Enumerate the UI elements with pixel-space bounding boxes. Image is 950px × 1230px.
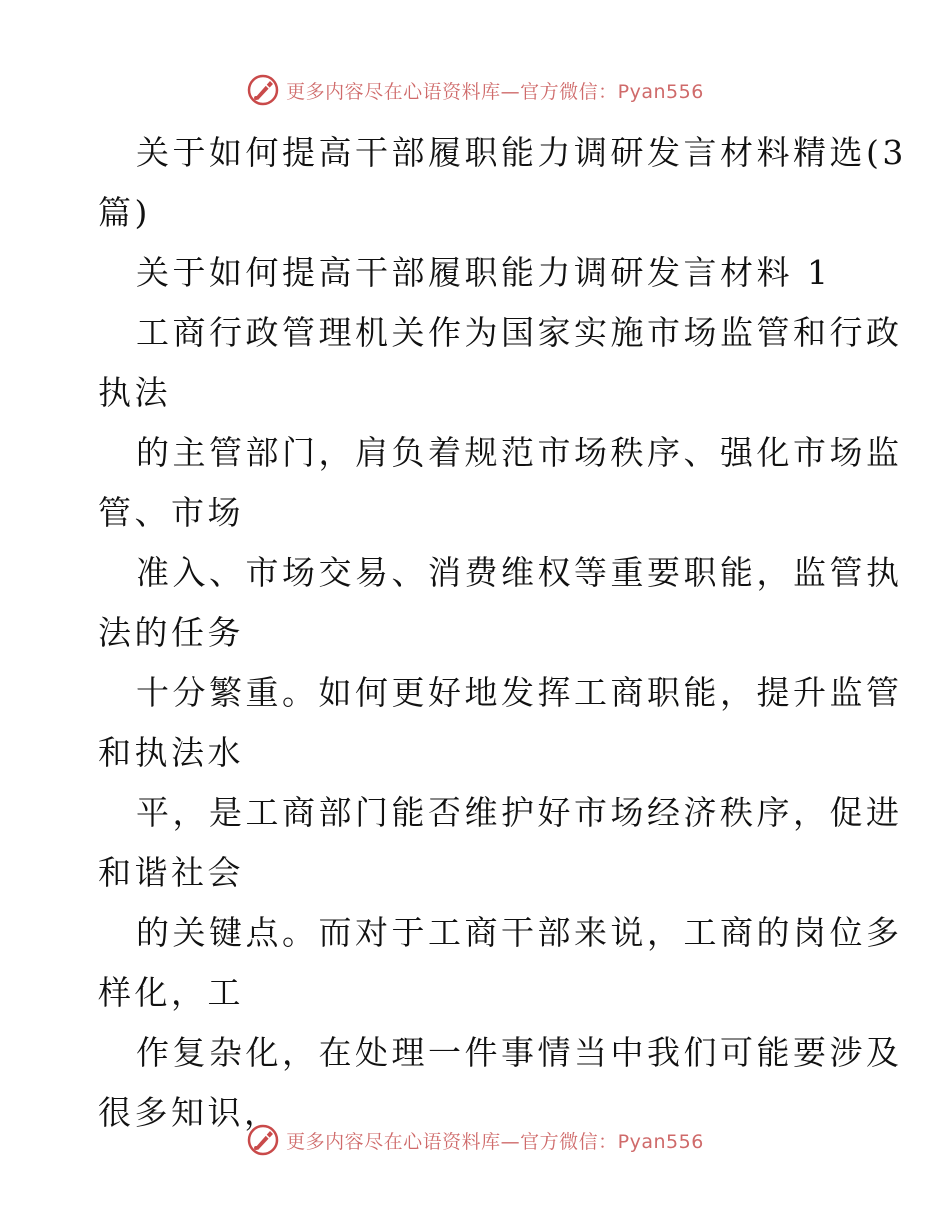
paragraph-line: 作复杂化，在处理一件事情当中我们可能要涉及 (136, 1033, 903, 1072)
quill-pen-logo-icon (246, 1123, 280, 1157)
paragraph-line: 法的任务 (98, 613, 244, 652)
paragraph-line: 准入、市场交易、消费维权等重要职能，监管执 (136, 553, 903, 592)
paragraph-line: 管、市场 (98, 493, 244, 532)
watermark-text: 更多内容尽在心语资料库—官方微信：Pyan556 (286, 80, 704, 103)
paragraph-line: 工商行政管理机关作为国家实施市场监管和行政 (136, 313, 903, 352)
paragraph-line: 和执法水 (98, 733, 244, 772)
document-title-line-2: 篇) (98, 193, 151, 232)
watermark-text: 更多内容尽在心语资料库—官方微信：Pyan556 (286, 1130, 704, 1153)
footer-watermark (0, 1120, 950, 1160)
paragraph-line: 执法 (98, 373, 171, 412)
paragraph-line: 的主管部门，肩负着规范市场秩序、强化市场监 (136, 433, 903, 472)
paragraph-line: 和谐社会 (98, 853, 244, 892)
section-heading: 关于如何提高干部履职能力调研发言材料 1 (136, 253, 832, 292)
header-watermark (0, 70, 950, 110)
paragraph-line: 的关键点。而对于工商干部来说，工商的岗位多 (136, 913, 903, 952)
document-body (98, 123, 907, 1143)
document-title-line-1: 关于如何提高干部履职能力调研发言材料精选(3 (136, 133, 907, 172)
paragraph-line: 平，是工商部门能否维护好市场经济秩序，促进 (136, 793, 903, 832)
paragraph-line: 十分繁重。如何更好地发挥工商职能，提升监管 (136, 673, 903, 712)
paragraph-line: 很多知识， (98, 1093, 281, 1132)
paragraph-line: 样化，工 (98, 973, 244, 1012)
quill-pen-logo-icon (246, 73, 280, 107)
